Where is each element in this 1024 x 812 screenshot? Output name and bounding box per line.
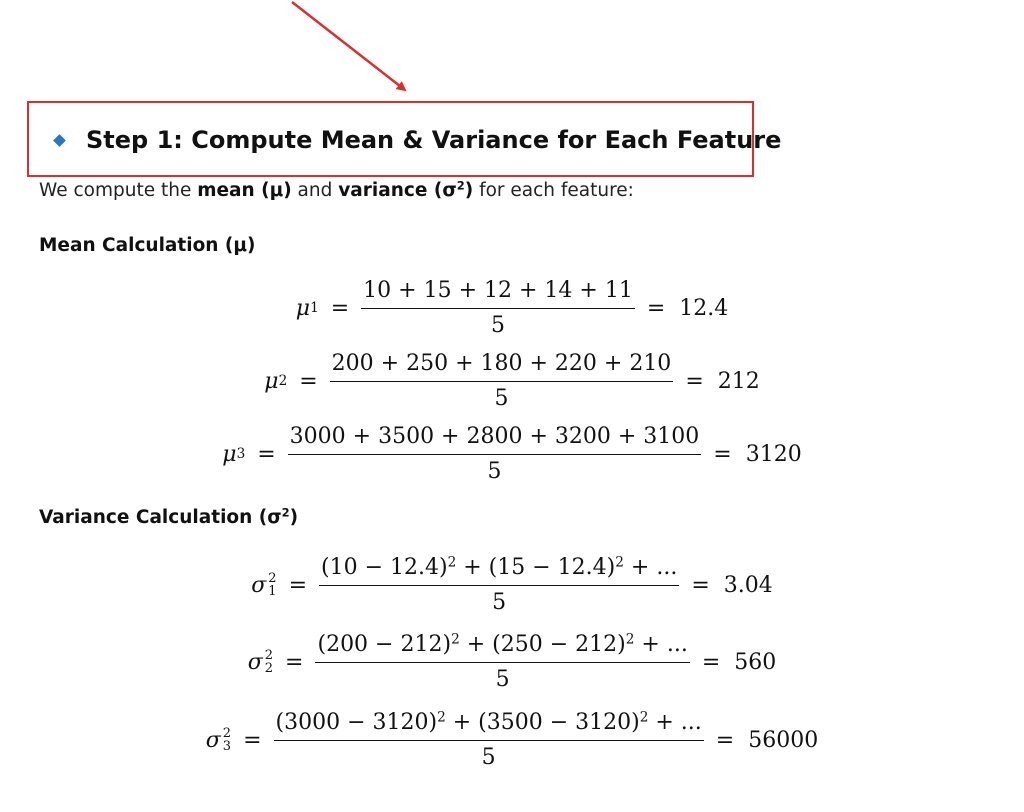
numerator: 200 + 250 + 180 + 220 + 210	[331, 350, 672, 376]
eq-result: 12.4	[679, 295, 729, 321]
eq-result: 3.04	[723, 572, 773, 598]
eq-result: 212	[717, 368, 760, 394]
intro-mean-term: mean (μ)	[197, 180, 292, 201]
intro-prefix: We compute the	[39, 180, 198, 201]
variance-equation-2: σ 2 2 = $\frac{(200 - 212)^2 + (250 - 212)^2 + ...}{5}$ = 560	[247, 631, 777, 692]
denominator: 5	[315, 662, 689, 692]
eq-lhs: μ 2	[264, 368, 288, 394]
eq-lhs: μ 3	[222, 441, 246, 467]
fraction	[361, 279, 635, 338]
fraction	[274, 711, 704, 770]
mean-equation-2: μ 2 = $\frac{200 + 250 + 180 + 220 + 210}{5}$ = 212	[264, 350, 760, 411]
numerator: $(200 - 212)^2 + (250 - 212)^2$ + ...	[317, 631, 688, 657]
variance-section-title: Variance Calculation $(\sigma^2)$	[39, 505, 299, 528]
eq-lhs: σ 2 2	[247, 648, 274, 676]
denominator: 5	[361, 308, 635, 338]
eq-lhs: σ 2 3	[205, 726, 232, 754]
numerator: 10 + 15 + 12 + 14 + 11	[363, 277, 633, 303]
annotation-arrow	[0, 0, 1024, 110]
numerator: $(3000 - 3120)^2 + (3500 - 3120)^2$ + ...	[275, 709, 702, 735]
fraction	[330, 352, 674, 411]
mean-equation-3: μ 3 = $\frac{3000 + 3500 + 2800 + 3200 + 3100}{5}$ = 3120	[222, 423, 802, 484]
mean-equation-1: μ 1 = $\frac{10 + 15 + 12 + 14 + 11}{5}$ = 12.4	[295, 277, 729, 338]
eq-result: 3120	[745, 441, 802, 467]
denominator: 5	[288, 454, 702, 484]
section-heading	[52, 124, 781, 156]
eq-result: 56000	[748, 727, 819, 753]
variance-equation-1: σ 2 1 = $\frac{(10 - 12.4)^2 + (15 - 12.4)^2 + ...}{5}$ = 3.04	[251, 554, 773, 615]
eq-lhs: μ 1	[295, 295, 319, 321]
eq-result: 560	[734, 649, 777, 675]
denominator: 5	[330, 381, 674, 411]
diamond-bullet-icon	[53, 134, 66, 147]
mean-section-title: Mean Calculation (μ)	[39, 235, 256, 256]
intro-variance-term: variance $(\sigma^2)$	[338, 178, 474, 201]
variance-equation-3: σ 2 3 = $\frac{(3000 - 3120)^2 + (3500 - 3120)^2 + ...}{5}$ = 56000	[205, 709, 819, 770]
fraction	[319, 556, 679, 615]
numerator: $(10 - 12.4)^2 + (15 - 12.4)^2$ + ...	[321, 554, 678, 580]
intro-middle: and	[291, 180, 339, 201]
heading-text: Step 1: Compute Mean & Variance for Each Feature	[86, 126, 782, 154]
fraction	[288, 425, 702, 484]
intro-suffix: for each feature:	[473, 180, 634, 201]
denominator: 5	[274, 740, 704, 770]
fraction	[315, 633, 689, 692]
intro-paragraph	[39, 178, 634, 204]
numerator: 3000 + 3500 + 2800 + 3200 + 3100	[289, 423, 700, 449]
eq-lhs: σ 2 1	[251, 571, 277, 599]
denominator: 5	[319, 585, 679, 615]
